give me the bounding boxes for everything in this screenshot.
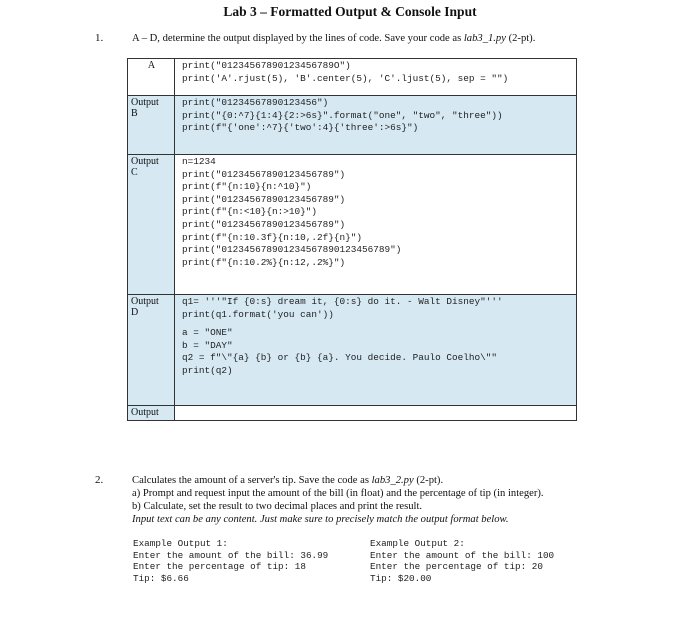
question-1-instruction (132, 32, 535, 45)
section-d-code (175, 295, 577, 406)
question-2-line-3: b) Calculate, set the result to two decimal places and print the result. (132, 501, 423, 512)
question-2-line-2: a) Prompt and request input the amount of the bill (in float) and the percentage of tip (in integer). (132, 488, 544, 499)
code-line: print(f"{n:10.2%}{n:12,.2%}") (182, 256, 346, 268)
q2-filename: lab3_2.py (371, 475, 414, 486)
example-output-2: Example Output 2: Enter the amount of the bill: 100 Enter the percentage of tip: 20 Tip: $20.00 (370, 538, 555, 584)
code-line: print(f"{n:10.3f}{n:10,.2f}{n}") (182, 231, 363, 243)
code-line: print('A'.rjust(5), 'B'.center(5), 'C'.ljust(5), sep = "") (182, 72, 509, 84)
code-line: print(f"{n:10}{n:^10}") (182, 181, 312, 193)
exercise-table (127, 58, 577, 421)
final-output-cell (175, 406, 577, 421)
code-line: print("012345678901234567890123456789") (182, 244, 402, 256)
code-line: print(q2) (182, 364, 233, 376)
question-2-number: 2. (95, 474, 104, 486)
code-line: print(q1.format('you can')) (182, 308, 334, 320)
code-line: print("01234567890123456789") (182, 218, 346, 230)
code-line: q1= '''"If {0:s} dream it, {0:s} do it. - Walt Disney"''' (182, 296, 503, 307)
section-d-row (128, 295, 577, 406)
section-c-label: Output C (128, 155, 175, 295)
question-2-line-1: Calculates the amount of a server's tip. Save the code as lab3_2.py (2-pt). (132, 475, 444, 486)
code-line: n=1234 (182, 156, 216, 167)
code-line: print("01234567890123456") (182, 97, 329, 108)
code-line: print("01234567890123456789O") (182, 60, 351, 71)
output-label: Output (131, 296, 159, 307)
section-c-code (175, 155, 577, 295)
example-output-1: Example Output 1: Enter the amount of the bill: 36.99 Enter the percentage of tip: 18 Tip: $6.66 (133, 538, 329, 584)
output-label: Output (131, 97, 159, 108)
output-label: Output (131, 156, 159, 167)
code-line: q2 = f"\"{a} {b} or {b} {a}. You decide. Paulo Coelho\"" (182, 352, 498, 364)
q1-instruction-prefix: A – D, determine the output displayed by the lines of code. Save your code as (132, 33, 464, 44)
section-a-row (128, 59, 577, 96)
code-line: print("01234567890123456789") (182, 193, 346, 205)
code-line: print("01234567890123456789") (182, 168, 346, 180)
section-b-code (175, 96, 577, 155)
code-line: print(f"{n:<10}{n:>10}") (182, 206, 318, 218)
section-c-row (128, 155, 577, 295)
question-1-number: 1. (95, 32, 104, 44)
question-2-line-4: Input text can be any content. Just make sure to precisely match the output format below. (132, 514, 509, 525)
code-line: print(f"{'one':^7}{'two':4}{'three':>6s}") (182, 122, 419, 134)
final-output-row (128, 406, 577, 421)
section-d-label: Output D (128, 295, 175, 406)
section-b-label: Output B (128, 96, 175, 155)
q1-instruction-suffix: (2-pt). (505, 33, 536, 44)
section-a-label: A (128, 59, 175, 96)
code-line: print("{0:^7}{1:4}{2:>6s}".format("one", "two", "three")) (182, 109, 503, 121)
code-line: b = "DAY" (182, 339, 233, 351)
page-title: Lab 3 – Formatted Output & Console Input (223, 4, 477, 19)
section-b-row (128, 96, 577, 155)
final-output-label: Output (128, 406, 175, 421)
section-a-code (175, 59, 577, 96)
q1-filename: lab3_1.py (463, 33, 506, 44)
code-line: a = "ONE" (182, 327, 233, 339)
